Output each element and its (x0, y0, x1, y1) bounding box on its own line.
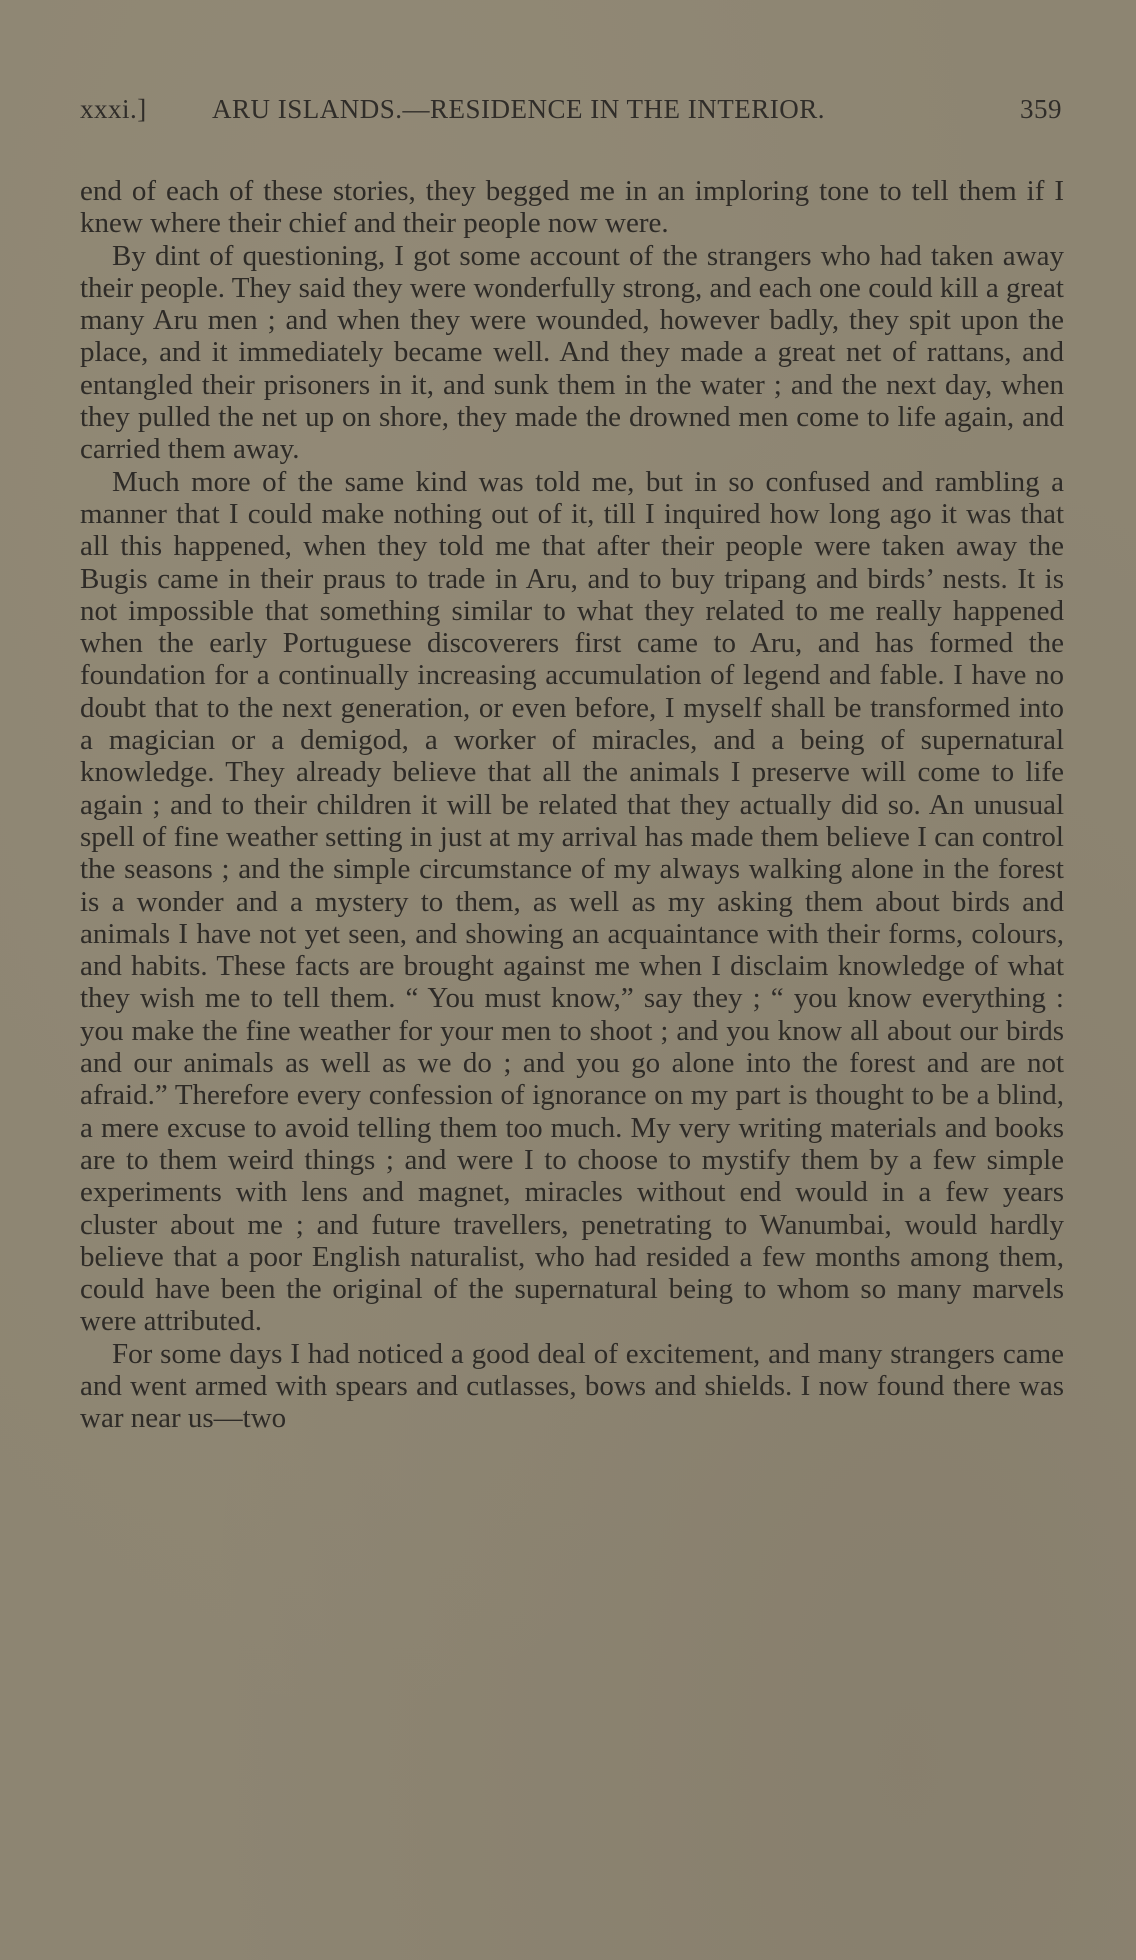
paragraph-strangers: By dint of questioning, I got some account of the strangers who had taken away their people. They said they were wonderfully strong, and each one could kill a great many Aru men ; and when they were wounded, however badly, they spit upon the place, and it immediately became well. And they made a great net of rattans, and entangled their prisoners in it, and sunk them in the water ; and the next day, when they pulled the net up on shore, they made the drowned men come to life again, and carried them away. (80, 239, 1064, 466)
paragraph-war: For some days I had noticed a good deal of excitement, and many strangers came and went armed with spears and cutlasses, bows and shields. I now found there was war near us—two (80, 1337, 1064, 1435)
body-text (80, 175, 1064, 1435)
page-number: 359 (1020, 94, 1062, 124)
chapter-number: xxxi.] (80, 94, 147, 124)
paragraph-continued: end of each of these stories, they begged me in an imploring tone to tell them if I knew where their chief and their people now were. (80, 175, 1064, 240)
paragraph-legend: Much more of the same kind was told me, but in so confused and rambling a manner that I could make nothing out of it, till I inquired how long ago it was that all this happened, when they told me that after their people were taken away the Bugis came in their praus to trade in Aru, and to buy tripang and birds’ nests. It is not impossible that something similar to what they related to me really happened when the early Portuguese discoverers first came to Aru, and has formed the foundation for a continually increasing accumulation of legend and fable. I have no doubt that to the next generation, or even before, I myself shall be transformed into a magician or a demigod, a worker of miracles, and a being of supernatural knowledge. They already believe that all the animals I preserve will come to life again ; and to their children it will be related that they actually did so. An unusual spell of fine weather setting in just at my arrival has made them believe I can control the seasons ; and the simple circumstance of my always walking alone in the forest is a wonder and a mystery to them, as well as my asking them about birds and animals I have not yet seen, and showing an acquaintance with their forms, colours, and habits. These facts are brought against me when I disclaim knowledge of what they wish me to tell them. “ You must know,” say they ; “ you know everything : you make the fine weather for your men to shoot ; and you know all about our birds and our animals as well as we do ; and you go alone into the forest and are not afraid.” Therefore every confession of ignorance on my part is thought to be a blind, a mere excuse to avoid telling them too much. My very writing materials and books are to them weird things ; and were I to choose to mystify them by a few simple experiments with lens and magnet, miracles without end would in a few years cluster about me ; and future travellers, penetrating to Wanumbai, would hardly believe that a poor English naturalist, who had resided a few months among them, could have been the original of the supernatural being to whom so many marvels were attributed. (80, 465, 1064, 1338)
running-header (80, 94, 1062, 134)
running-title: ARU ISLANDS.—RESIDENCE IN THE INTERIOR. (212, 94, 825, 124)
